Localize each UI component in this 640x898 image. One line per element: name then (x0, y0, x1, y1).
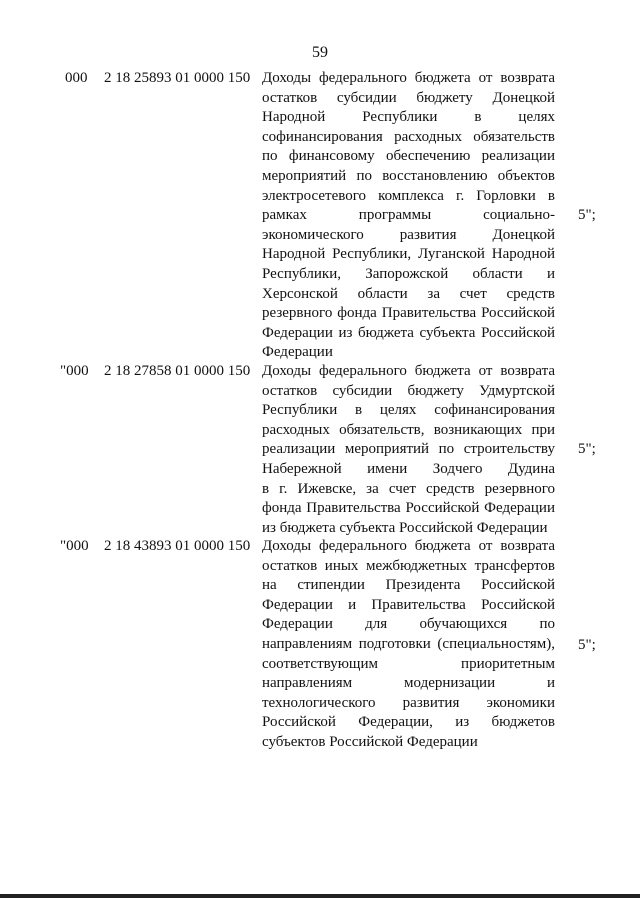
entry-value: 5"; (578, 441, 596, 457)
description-line: Российской Федерации, из бюджетов (262, 714, 555, 731)
description-line: Херсонской области за счет средств (262, 285, 555, 302)
description-line: Доходы федерального бюджета от возврата (262, 363, 555, 379)
scan-edge (0, 894, 640, 898)
entry-value: 5"; (578, 207, 596, 223)
entry-description (262, 537, 555, 753)
description-line: остатков субсидии бюджету Донецкой (262, 89, 555, 106)
entry-value: 5"; (578, 637, 596, 653)
description-line: Народной Республики, Луганской Народной (262, 246, 555, 263)
description-line: фонда Правительства Российской Федерации (262, 500, 555, 517)
description-line: Республики в целях софинансирования (262, 402, 555, 419)
description-line: мероприятий по восстановлению объектов (262, 167, 555, 184)
description-line: остатков субсидии бюджету Удмуртской (262, 382, 555, 399)
description-line: экономического развития Донецкой (262, 226, 555, 243)
description-line: Доходы федерального бюджета от возврата (262, 538, 555, 554)
description-line: электросетевого комплекса г. Горловки в (262, 187, 555, 204)
description-line: Федерации и Правительства Российской (262, 596, 555, 613)
entry-code: "000 (60, 538, 89, 554)
description-line: рамках программы социально- (262, 207, 555, 224)
entry-code: "000 (60, 363, 89, 379)
description-line: Республики, Запорожской области и (262, 265, 555, 282)
entry-classification-code: 2 18 43893 01 0000 150 (104, 538, 251, 554)
description-line: технологического развития экономики (262, 694, 555, 711)
description-line: соответствующим приоритетным (262, 655, 555, 672)
page-number: 59 (312, 44, 328, 61)
description-line: реализации мероприятий по строительству (262, 441, 555, 458)
description-line: Федерации (262, 344, 333, 361)
description-line: резервного фонда Правительства Российской (262, 305, 555, 322)
entry-description (262, 362, 555, 538)
description-line: в г. Ижевске, за счет средств резервного (262, 480, 555, 497)
description-line: из бюджета субъекта Российской Федерации (262, 519, 548, 536)
entry-classification-code: 2 18 27858 01 0000 150 (104, 363, 251, 379)
description-line: Федерации из бюджета субъекта Российской (262, 324, 555, 341)
description-line: по финансовому обеспечению реализации (262, 148, 555, 165)
description-line: софинансирования расходных обязательств (262, 128, 555, 145)
entry-classification-code: 2 18 25893 01 0000 150 (104, 70, 251, 86)
description-line: направлениям модернизации и (262, 675, 555, 692)
description-line: Доходы федерального бюджета от возврата (262, 70, 555, 86)
description-line: остатков иных межбюджетных трансфертов (262, 557, 555, 574)
description-line: субъектов Российской Федерации (262, 733, 478, 750)
description-line: Народной Республики в целях (262, 109, 555, 126)
description-line: направлениям подготовки (специальностям), (262, 635, 555, 652)
entry-code: 000 (65, 70, 88, 86)
description-line: Федерации для обучающихся по (262, 616, 555, 633)
entry-description (262, 69, 555, 363)
description-line: расходных обязательств, возникающих при (262, 421, 555, 438)
description-line: Набережной имени Зодчего Дудина (262, 460, 555, 477)
description-line: на стипендии Президента Российской (262, 577, 555, 594)
